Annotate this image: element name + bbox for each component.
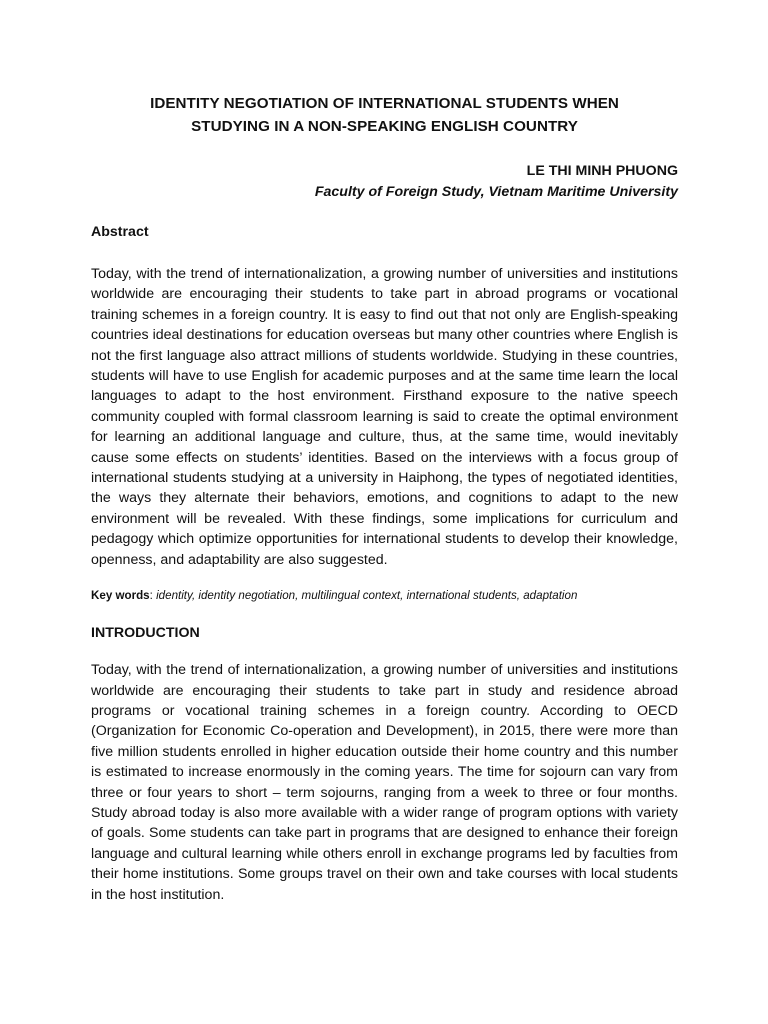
author-block: [91, 161, 678, 203]
keywords-line: [91, 588, 678, 604]
introduction-paragraph: Today, with the trend of internationalization, a growing number of universities and institutions worldwide are encouraging their students to take part in study and residence abroad programs or vocational training schemes in a foreign country. According to OECD (Organization for Economic Co-operation and Development), in 2015, there were more than five million students enrolled in higher education outside their home country and this number is estimated to increase enormously in the coming years. The time for sojourn can vary from three or four years to short – term sojourns, ranging from a week to three or four months. Study abroad today is also more available with a wider range of program options with variety of goals. Some students can take part in programs that are designed to enhance their foreign language and cultural learning while others enroll in exchange programs led by faculties from their home institutions. Some groups travel on their own and take courses with local students in the host institution.: [91, 662, 678, 903]
paper-title: [91, 92, 678, 138]
keywords-label: Key words: [91, 589, 150, 603]
author-name: LE THI MINH PHUONG: [526, 163, 678, 179]
abstract-paragraph: Today, with the trend of internationalization, a growing number of universities and institutions worldwide are encouraging their students to take part in abroad programs or vocational training schemes in a foreign country. It is easy to find out that not only are English-speaking countries ideal destinations for education overseas but many other countries where English is not the first language also attract millions of students worldwide. Studying in these countries, students will have to use English for academic purposes and at the same time learn the local languages to adapt to the host environment. Firsthand exposure to the native speech community coupled with formal classroom learning is said to create the optimal environment for learning an additional language and culture, thus, at the same time, would inevitably cause some effects on students’ identities. Based on the interviews with a focus group of international students studying at a university in Haiphong, the types of negotiated identities, the ways they alternate their behaviors, emotions, and cognitions to adapt to the new environment will be revealed. With these findings, some implications for curriculum and pedagogy which optimize opportunities for international students to develop their knowledge, openness, and adaptability are also suggested.: [91, 266, 678, 568]
title-line-2: STUDYING IN A NON-SPEAKING ENGLISH COUNTRY: [191, 118, 578, 135]
keywords-colon: :: [149, 589, 157, 603]
keywords-values: identity, identity negotiation, multilingual context, international students, adaptation: [156, 589, 578, 603]
abstract-heading: Abstract: [91, 224, 149, 240]
author-affiliation: Faculty of Foreign Study, Vietnam Maritime University: [314, 184, 678, 200]
title-line-1: IDENTITY NEGOTIATION OF INTERNATIONAL STUDENTS WHEN: [150, 95, 619, 112]
introduction-heading: INTRODUCTION: [91, 625, 200, 642]
paper-page: [91, 92, 678, 905]
